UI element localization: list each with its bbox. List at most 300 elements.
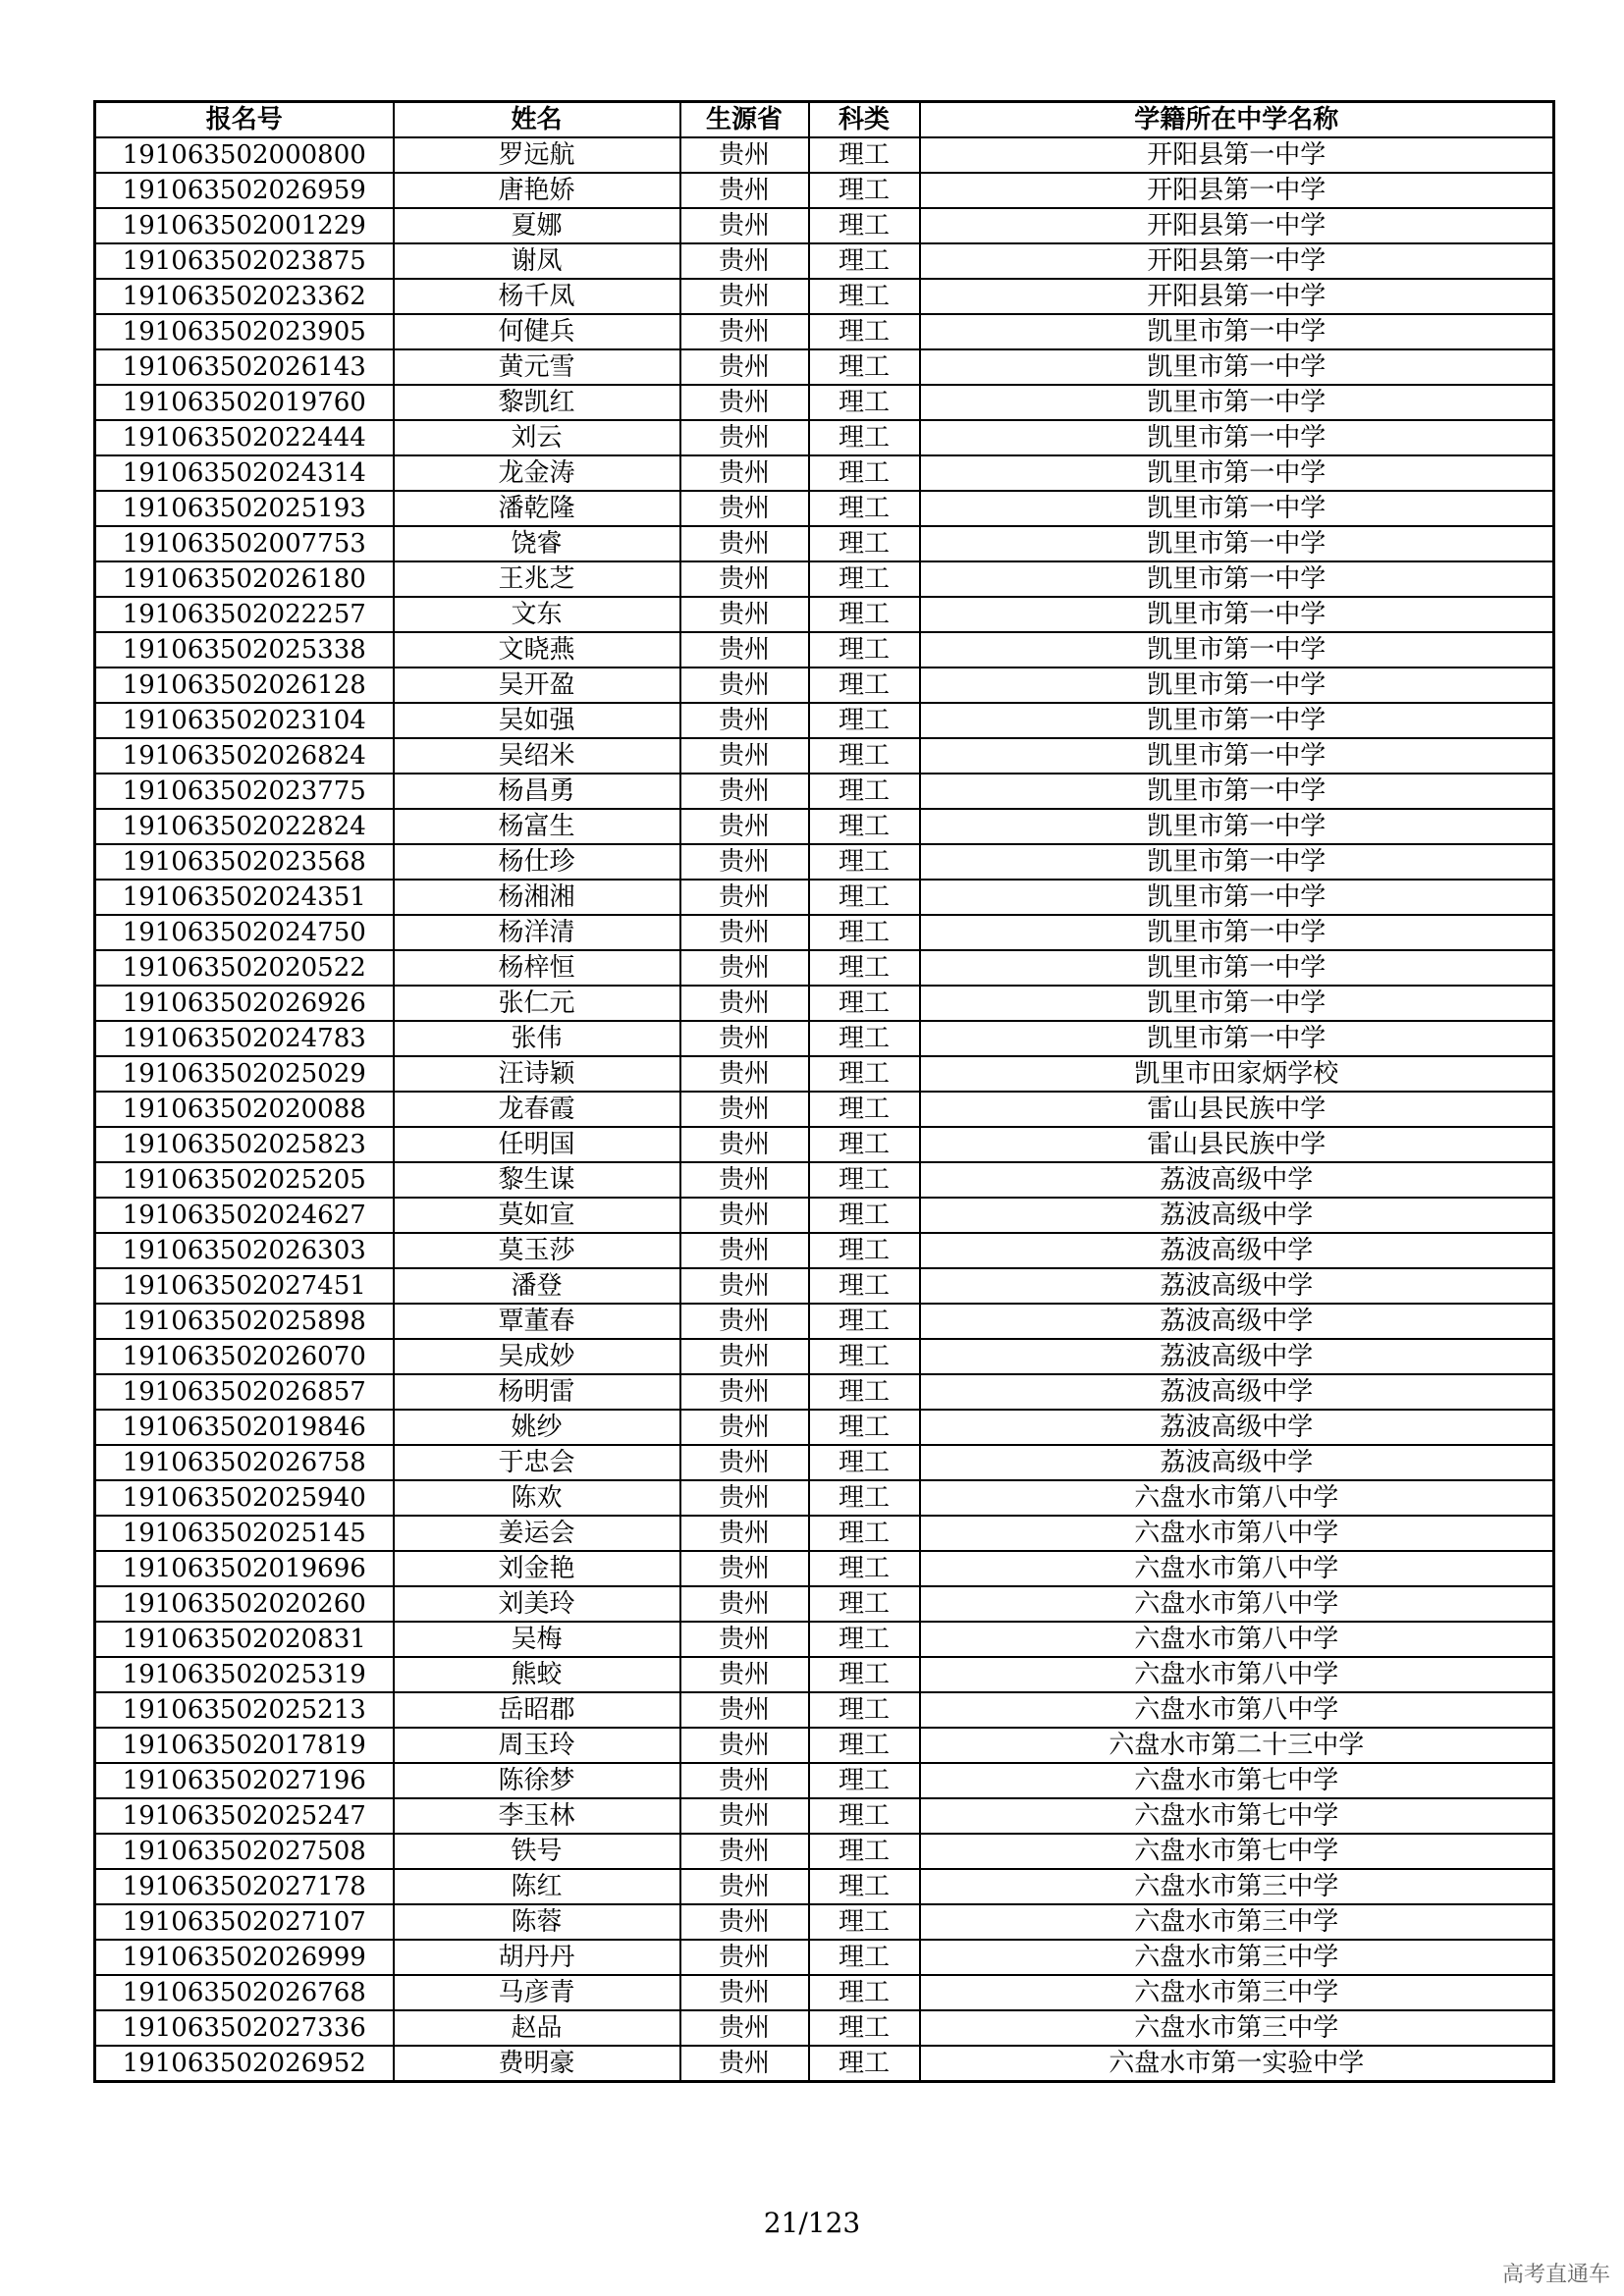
table-row (95, 1445, 1554, 1480)
cell-school: 六盘水市第一实验中学 (920, 2046, 1554, 2082)
cell-registration-number: 191063502024627 (95, 1198, 394, 1233)
cell-registration-number: 191063502022257 (95, 597, 394, 632)
cell-province: 贵州 (680, 1374, 809, 1410)
cell-school: 六盘水市第八中学 (920, 1480, 1554, 1516)
cell-school: 开阳县第一中学 (920, 243, 1554, 279)
cell-school: 凯里市第一中学 (920, 703, 1554, 738)
cell-registration-number: 191063502025145 (95, 1516, 394, 1551)
cell-province: 贵州 (680, 1692, 809, 1728)
cell-province: 贵州 (680, 1233, 809, 1268)
cell-province: 贵州 (680, 561, 809, 597)
cell-registration-number: 191063502025193 (95, 491, 394, 526)
cell-name: 张伟 (394, 1021, 680, 1056)
cell-name: 杨梓恒 (394, 950, 680, 986)
cell-registration-number: 191063502020260 (95, 1586, 394, 1622)
cell-registration-number: 191063502026758 (95, 1445, 394, 1480)
cell-category: 理工 (809, 1516, 920, 1551)
header-registration-number: 报名号 (95, 102, 394, 138)
cell-registration-number: 191063502027196 (95, 1763, 394, 1798)
cell-category: 理工 (809, 1268, 920, 1304)
cell-category: 理工 (809, 1551, 920, 1586)
cell-category: 理工 (809, 844, 920, 880)
cell-name: 唐艳娇 (394, 173, 680, 208)
cell-category: 理工 (809, 667, 920, 703)
cell-registration-number: 191063502025205 (95, 1162, 394, 1198)
cell-province: 贵州 (680, 1728, 809, 1763)
cell-province: 贵州 (680, 1162, 809, 1198)
table-row (95, 1798, 1554, 1834)
cell-school: 六盘水市第三中学 (920, 1975, 1554, 2010)
cell-province: 贵州 (680, 915, 809, 950)
cell-province: 贵州 (680, 455, 809, 491)
cell-province: 贵州 (680, 1480, 809, 1516)
table-row (95, 1728, 1554, 1763)
cell-province: 贵州 (680, 1339, 809, 1374)
table-row (95, 1162, 1554, 1198)
cell-province: 贵州 (680, 1127, 809, 1162)
cell-name: 杨湘湘 (394, 880, 680, 915)
cell-province: 贵州 (680, 1516, 809, 1551)
cell-category: 理工 (809, 279, 920, 314)
cell-category: 理工 (809, 1233, 920, 1268)
cell-category: 理工 (809, 1622, 920, 1657)
cell-school: 六盘水市第三中学 (920, 2010, 1554, 2046)
cell-province: 贵州 (680, 173, 809, 208)
cell-registration-number: 191063502026070 (95, 1339, 394, 1374)
table-row (95, 279, 1554, 314)
cell-name: 莫玉莎 (394, 1233, 680, 1268)
cell-province: 贵州 (680, 667, 809, 703)
cell-province: 贵州 (680, 632, 809, 667)
cell-category: 理工 (809, 1339, 920, 1374)
cell-school: 凯里市田家炳学校 (920, 1056, 1554, 1092)
cell-school: 开阳县第一中学 (920, 279, 1554, 314)
table-row (95, 491, 1554, 526)
cell-category: 理工 (809, 774, 920, 809)
cell-name: 胡丹丹 (394, 1940, 680, 1975)
cell-school: 六盘水市第三中学 (920, 1869, 1554, 1904)
table-header-row (95, 102, 1554, 138)
table-row (95, 1940, 1554, 1975)
cell-province: 贵州 (680, 1798, 809, 1834)
cell-province: 贵州 (680, 809, 809, 844)
cell-category: 理工 (809, 1304, 920, 1339)
cell-category: 理工 (809, 2046, 920, 2082)
table-row (95, 1339, 1554, 1374)
cell-province: 贵州 (680, 1268, 809, 1304)
table-row (95, 385, 1554, 420)
cell-province: 贵州 (680, 1940, 809, 1975)
cell-registration-number: 191063502024783 (95, 1021, 394, 1056)
cell-category: 理工 (809, 526, 920, 561)
cell-province: 贵州 (680, 1763, 809, 1798)
table-row (95, 1834, 1554, 1869)
cell-category: 理工 (809, 1586, 920, 1622)
cell-province: 贵州 (680, 1092, 809, 1127)
cell-category: 理工 (809, 1198, 920, 1233)
cell-school: 六盘水市第三中学 (920, 1904, 1554, 1940)
cell-category: 理工 (809, 491, 920, 526)
cell-registration-number: 191063502023362 (95, 279, 394, 314)
cell-registration-number: 191063502022824 (95, 809, 394, 844)
cell-school: 凯里市第一中学 (920, 986, 1554, 1021)
cell-name: 吴如强 (394, 703, 680, 738)
table-row (95, 1516, 1554, 1551)
cell-name: 覃董春 (394, 1304, 680, 1339)
cell-name: 熊蛟 (394, 1657, 680, 1692)
cell-name: 刘美玲 (394, 1586, 680, 1622)
cell-name: 马彦青 (394, 1975, 680, 2010)
table-row (95, 1586, 1554, 1622)
cell-name: 铁号 (394, 1834, 680, 1869)
cell-name: 赵品 (394, 2010, 680, 2046)
cell-province: 贵州 (680, 279, 809, 314)
cell-school: 凯里市第一中学 (920, 632, 1554, 667)
table-row (95, 1304, 1554, 1339)
cell-province: 贵州 (680, 703, 809, 738)
cell-school: 凯里市第一中学 (920, 774, 1554, 809)
cell-registration-number: 191063502026180 (95, 561, 394, 597)
header-school: 学籍所在中学名称 (920, 102, 1554, 138)
cell-registration-number: 191063502023875 (95, 243, 394, 279)
cell-province: 贵州 (680, 1586, 809, 1622)
cell-name: 莫如宣 (394, 1198, 680, 1233)
cell-registration-number: 191063502025213 (95, 1692, 394, 1728)
cell-name: 刘金艳 (394, 1551, 680, 1586)
header-category: 科类 (809, 102, 920, 138)
cell-name: 费明豪 (394, 2046, 680, 2082)
cell-school: 六盘水市第八中学 (920, 1516, 1554, 1551)
cell-school: 开阳县第一中学 (920, 137, 1554, 173)
cell-school: 凯里市第一中学 (920, 455, 1554, 491)
table-row (95, 703, 1554, 738)
cell-school: 荔波高级中学 (920, 1374, 1554, 1410)
table-row (95, 1233, 1554, 1268)
cell-category: 理工 (809, 1940, 920, 1975)
cell-category: 理工 (809, 561, 920, 597)
table-row (95, 1021, 1554, 1056)
cell-registration-number: 191063502023775 (95, 774, 394, 809)
cell-category: 理工 (809, 1445, 920, 1480)
cell-category: 理工 (809, 137, 920, 173)
cell-registration-number: 191063502026824 (95, 738, 394, 774)
table-row (95, 738, 1554, 774)
cell-registration-number: 191063502026857 (95, 1374, 394, 1410)
cell-province: 贵州 (680, 385, 809, 420)
cell-registration-number: 191063502023568 (95, 844, 394, 880)
cell-province: 贵州 (680, 1056, 809, 1092)
cell-category: 理工 (809, 632, 920, 667)
table-body (95, 137, 1554, 2082)
cell-registration-number: 191063502000800 (95, 137, 394, 173)
cell-school: 六盘水市第七中学 (920, 1798, 1554, 1834)
cell-registration-number: 191063502023905 (95, 314, 394, 349)
table-row (95, 1763, 1554, 1798)
header-province: 生源省 (680, 102, 809, 138)
cell-school: 荔波高级中学 (920, 1410, 1554, 1445)
cell-category: 理工 (809, 349, 920, 385)
cell-category: 理工 (809, 915, 920, 950)
cell-name: 谢凤 (394, 243, 680, 279)
table-row (95, 1657, 1554, 1692)
cell-category: 理工 (809, 1869, 920, 1904)
cell-registration-number: 191063502027178 (95, 1869, 394, 1904)
cell-registration-number: 191063502025823 (95, 1127, 394, 1162)
cell-registration-number: 191063502025898 (95, 1304, 394, 1339)
cell-category: 理工 (809, 208, 920, 243)
cell-school: 凯里市第一中学 (920, 597, 1554, 632)
cell-school: 荔波高级中学 (920, 1268, 1554, 1304)
cell-registration-number: 191063502026303 (95, 1233, 394, 1268)
cell-category: 理工 (809, 385, 920, 420)
cell-school: 凯里市第一中学 (920, 844, 1554, 880)
cell-province: 贵州 (680, 1904, 809, 1940)
cell-province: 贵州 (680, 1551, 809, 1586)
cell-school: 六盘水市第八中学 (920, 1622, 1554, 1657)
cell-registration-number: 191063502001229 (95, 208, 394, 243)
cell-name: 岳昭郡 (394, 1692, 680, 1728)
cell-registration-number: 191063502019846 (95, 1410, 394, 1445)
cell-category: 理工 (809, 1162, 920, 1198)
cell-category: 理工 (809, 738, 920, 774)
cell-name: 文晓燕 (394, 632, 680, 667)
cell-school: 六盘水市第七中学 (920, 1763, 1554, 1798)
cell-name: 王兆芝 (394, 561, 680, 597)
cell-school: 雷山县民族中学 (920, 1092, 1554, 1127)
cell-name: 吴绍米 (394, 738, 680, 774)
cell-registration-number: 191063502027336 (95, 2010, 394, 2046)
cell-category: 理工 (809, 950, 920, 986)
cell-category: 理工 (809, 243, 920, 279)
cell-name: 任明国 (394, 1127, 680, 1162)
cell-name: 张仁元 (394, 986, 680, 1021)
cell-school: 六盘水市第八中学 (920, 1657, 1554, 1692)
page-number: 21/123 (763, 2207, 861, 2239)
table-row (95, 915, 1554, 950)
cell-school: 六盘水市第八中学 (920, 1692, 1554, 1728)
table-row (95, 1127, 1554, 1162)
header-name: 姓名 (394, 102, 680, 138)
cell-category: 理工 (809, 809, 920, 844)
table-row (95, 1975, 1554, 2010)
table-row (95, 137, 1554, 173)
cell-registration-number: 191063502025940 (95, 1480, 394, 1516)
cell-name: 何健兵 (394, 314, 680, 349)
cell-school: 凯里市第一中学 (920, 385, 1554, 420)
cell-school: 六盘水市第七中学 (920, 1834, 1554, 1869)
cell-registration-number: 191063502026128 (95, 667, 394, 703)
cell-registration-number: 191063502024314 (95, 455, 394, 491)
table-row (95, 455, 1554, 491)
table-row (95, 1056, 1554, 1092)
cell-category: 理工 (809, 1692, 920, 1728)
cell-registration-number: 191063502025338 (95, 632, 394, 667)
cell-registration-number: 191063502023104 (95, 703, 394, 738)
cell-name: 饶睿 (394, 526, 680, 561)
cell-name: 龙金涛 (394, 455, 680, 491)
table-row (95, 1198, 1554, 1233)
cell-registration-number: 191063502020088 (95, 1092, 394, 1127)
table-row (95, 1869, 1554, 1904)
cell-registration-number: 191063502024750 (95, 915, 394, 950)
cell-registration-number: 191063502017819 (95, 1728, 394, 1763)
cell-name: 黎凯红 (394, 385, 680, 420)
cell-name: 杨千凤 (394, 279, 680, 314)
cell-school: 凯里市第一中学 (920, 667, 1554, 703)
cell-school: 凯里市第一中学 (920, 1021, 1554, 1056)
table-row (95, 1904, 1554, 1940)
table-row (95, 597, 1554, 632)
cell-school: 荔波高级中学 (920, 1233, 1554, 1268)
cell-province: 贵州 (680, 1021, 809, 1056)
cell-name: 杨明雷 (394, 1374, 680, 1410)
cell-category: 理工 (809, 1975, 920, 2010)
cell-registration-number: 191063502019696 (95, 1551, 394, 1586)
cell-school: 荔波高级中学 (920, 1339, 1554, 1374)
cell-name: 潘登 (394, 1268, 680, 1304)
cell-school: 凯里市第一中学 (920, 420, 1554, 455)
cell-province: 贵州 (680, 243, 809, 279)
table-row (95, 420, 1554, 455)
cell-registration-number: 191063502025247 (95, 1798, 394, 1834)
cell-category: 理工 (809, 1374, 920, 1410)
cell-category: 理工 (809, 1834, 920, 1869)
cell-category: 理工 (809, 880, 920, 915)
cell-category: 理工 (809, 1021, 920, 1056)
cell-category: 理工 (809, 597, 920, 632)
cell-school: 凯里市第一中学 (920, 491, 1554, 526)
cell-school: 凯里市第一中学 (920, 809, 1554, 844)
cell-registration-number: 191063502026768 (95, 1975, 394, 2010)
table-row (95, 526, 1554, 561)
cell-school: 凯里市第一中学 (920, 880, 1554, 915)
cell-category: 理工 (809, 1657, 920, 1692)
cell-province: 贵州 (680, 597, 809, 632)
cell-name: 姚纱 (394, 1410, 680, 1445)
cell-name: 周玉玲 (394, 1728, 680, 1763)
cell-province: 贵州 (680, 314, 809, 349)
cell-school: 六盘水市第八中学 (920, 1586, 1554, 1622)
cell-registration-number: 191063502022444 (95, 420, 394, 455)
cell-school: 凯里市第一中学 (920, 915, 1554, 950)
cell-name: 黎生谋 (394, 1162, 680, 1198)
cell-province: 贵州 (680, 1975, 809, 2010)
table-row (95, 632, 1554, 667)
admission-list-table (93, 100, 1555, 2083)
cell-province: 贵州 (680, 774, 809, 809)
cell-registration-number: 191063502007753 (95, 526, 394, 561)
table-row (95, 950, 1554, 986)
cell-school: 荔波高级中学 (920, 1162, 1554, 1198)
cell-name: 杨洋清 (394, 915, 680, 950)
table-row (95, 1480, 1554, 1516)
cell-province: 贵州 (680, 880, 809, 915)
cell-registration-number: 191063502020522 (95, 950, 394, 986)
cell-province: 贵州 (680, 137, 809, 173)
cell-school: 凯里市第一中学 (920, 738, 1554, 774)
cell-school: 荔波高级中学 (920, 1198, 1554, 1233)
cell-registration-number: 191063502025319 (95, 1657, 394, 1692)
table-row (95, 349, 1554, 385)
watermark-text: 高考直通车 (1501, 2263, 1610, 2287)
cell-province: 贵州 (680, 986, 809, 1021)
cell-school: 荔波高级中学 (920, 1445, 1554, 1480)
table-row (95, 1551, 1554, 1586)
cell-name: 文东 (394, 597, 680, 632)
cell-category: 理工 (809, 1798, 920, 1834)
cell-registration-number: 191063502026926 (95, 986, 394, 1021)
table-row (95, 208, 1554, 243)
cell-name: 夏娜 (394, 208, 680, 243)
table-row (95, 667, 1554, 703)
cell-name: 龙春霞 (394, 1092, 680, 1127)
table-row (95, 1622, 1554, 1657)
table-row (95, 173, 1554, 208)
cell-name: 汪诗颖 (394, 1056, 680, 1092)
cell-school: 凯里市第一中学 (920, 314, 1554, 349)
cell-category: 理工 (809, 173, 920, 208)
cell-school: 六盘水市第八中学 (920, 1551, 1554, 1586)
cell-school: 凯里市第一中学 (920, 526, 1554, 561)
cell-name: 黄元雪 (394, 349, 680, 385)
cell-registration-number: 191063502020831 (95, 1622, 394, 1657)
table-row (95, 844, 1554, 880)
cell-category: 理工 (809, 1127, 920, 1162)
cell-school: 六盘水市第三中学 (920, 1940, 1554, 1975)
cell-province: 贵州 (680, 1304, 809, 1339)
table-row (95, 2046, 1554, 2082)
cell-registration-number: 191063502027107 (95, 1904, 394, 1940)
table-row (95, 1410, 1554, 1445)
cell-name: 吴梅 (394, 1622, 680, 1657)
cell-category: 理工 (809, 1056, 920, 1092)
cell-province: 贵州 (680, 1869, 809, 1904)
table-row (95, 561, 1554, 597)
cell-school: 雷山县民族中学 (920, 1127, 1554, 1162)
cell-category: 理工 (809, 2010, 920, 2046)
cell-name: 刘云 (394, 420, 680, 455)
cell-province: 贵州 (680, 1445, 809, 1480)
table-row (95, 1374, 1554, 1410)
table-row (95, 774, 1554, 809)
cell-name: 吴开盈 (394, 667, 680, 703)
table-row (95, 2010, 1554, 2046)
cell-category: 理工 (809, 1763, 920, 1798)
table-row (95, 314, 1554, 349)
cell-province: 贵州 (680, 208, 809, 243)
cell-category: 理工 (809, 1410, 920, 1445)
table-row (95, 243, 1554, 279)
cell-school: 凯里市第一中学 (920, 950, 1554, 986)
cell-registration-number: 191063502025029 (95, 1056, 394, 1092)
cell-category: 理工 (809, 703, 920, 738)
cell-registration-number: 191063502026952 (95, 2046, 394, 2082)
cell-registration-number: 191063502026999 (95, 1940, 394, 1975)
cell-school: 凯里市第一中学 (920, 349, 1554, 385)
cell-registration-number: 191063502027508 (95, 1834, 394, 1869)
cell-school: 荔波高级中学 (920, 1304, 1554, 1339)
table-row (95, 1692, 1554, 1728)
cell-school: 六盘水市第二十三中学 (920, 1728, 1554, 1763)
cell-province: 贵州 (680, 844, 809, 880)
cell-name: 于忠会 (394, 1445, 680, 1480)
cell-name: 陈欢 (394, 1480, 680, 1516)
cell-category: 理工 (809, 986, 920, 1021)
cell-name: 潘乾隆 (394, 491, 680, 526)
cell-name: 陈徐梦 (394, 1763, 680, 1798)
cell-category: 理工 (809, 1728, 920, 1763)
cell-province: 贵州 (680, 738, 809, 774)
